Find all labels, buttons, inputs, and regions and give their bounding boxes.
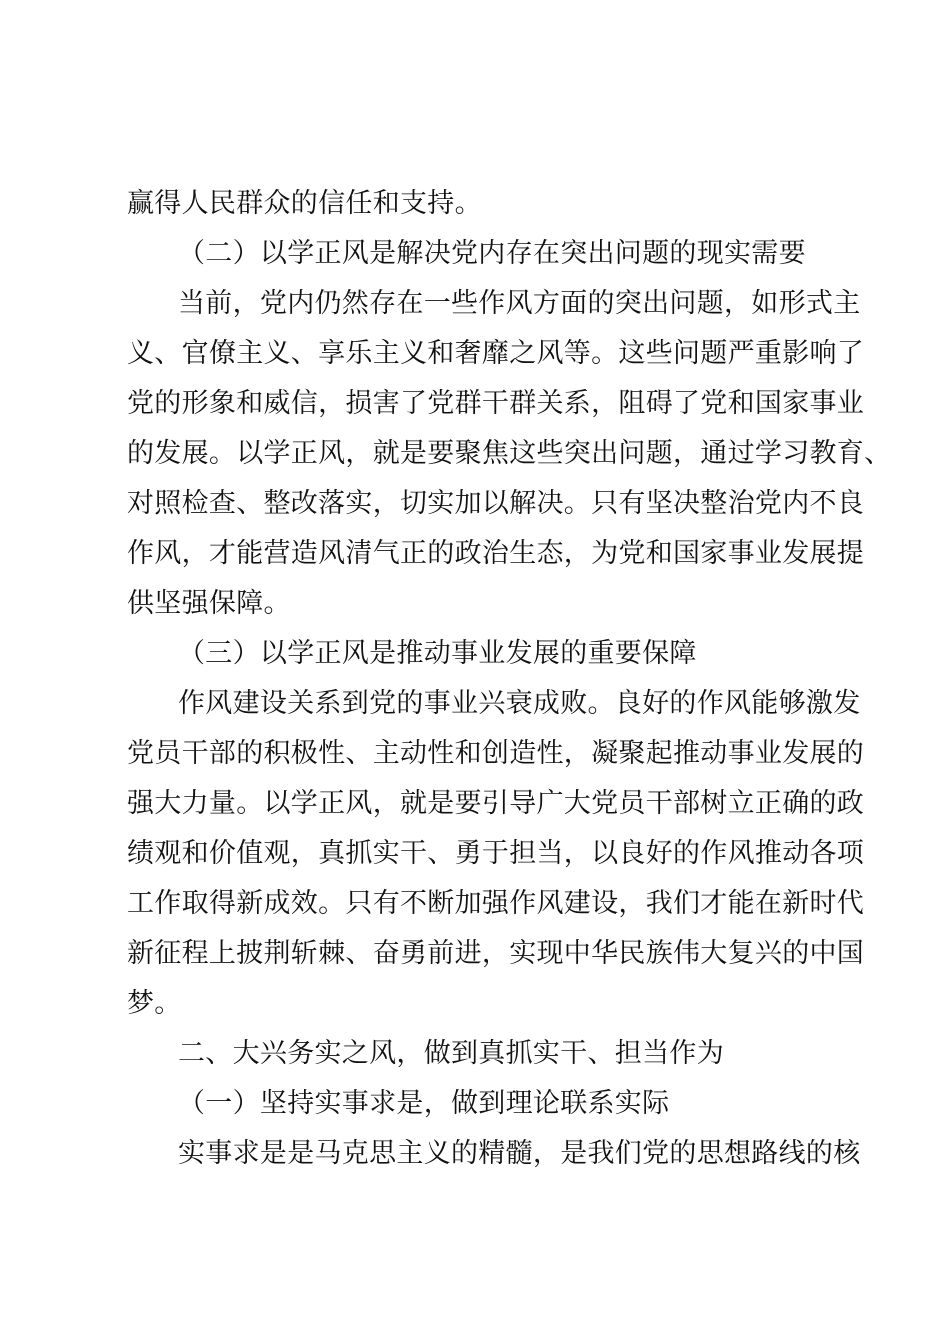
text-line: 对照检查、整改落实，切实加以解决。只有坚决整治党内不良 <box>127 488 865 519</box>
text-line: 赢得人民群众的信任和支持。 <box>127 188 482 219</box>
text-line: 梦。 <box>127 988 182 1019</box>
text-line: 的发展。以学正风，就是要聚焦这些突出问题，通过学习教育、 <box>127 438 892 469</box>
text-line: 当前，党内仍然存在一些作风方面的突出问题，如形式主 <box>178 288 861 319</box>
text-line: 义、官僚主义、享乐主义和奢靡之风等。这些问题严重影响了 <box>127 338 865 369</box>
text-line: 党的形象和威信，损害了党群干群关系，阻碍了党和国家事业 <box>127 388 865 419</box>
text-line: 新征程上披荆斩棘、奋勇前进，实现中华民族伟大复兴的中国 <box>127 938 865 969</box>
text-line: 供坚强保障。 <box>127 588 291 619</box>
text-line: 作风，才能营造风清气正的政治生态，为党和国家事业发展提 <box>127 538 865 569</box>
text-line: 工作取得新成效。只有不断加强作风建设，我们才能在新时代 <box>127 888 865 919</box>
text-line: 实事求是是马克思主义的精髓，是我们党的思想路线的核 <box>178 1138 861 1169</box>
section-heading: 二、大兴务实之风，做到真抓实干、担当作为 <box>178 1038 724 1069</box>
subheading: （一）坚持实事求是，做到理论联系实际 <box>178 1088 670 1119</box>
text-line: 绩观和价值观，真抓实干、勇于担当，以良好的作风推动各项 <box>127 838 865 869</box>
subheading: （二）以学正风是解决党内存在突出问题的现实需要 <box>178 238 806 269</box>
text-line: 党员干部的积极性、主动性和创造性，凝聚起推动事业发展的 <box>127 738 865 769</box>
text-line: 强大力量。以学正风，就是要引导广大党员干部树立正确的政 <box>127 788 865 819</box>
text-line: 作风建设关系到党的事业兴衰成败。良好的作风能够激发 <box>178 688 861 719</box>
subheading: （三）以学正风是推动事业发展的重要保障 <box>178 638 697 669</box>
